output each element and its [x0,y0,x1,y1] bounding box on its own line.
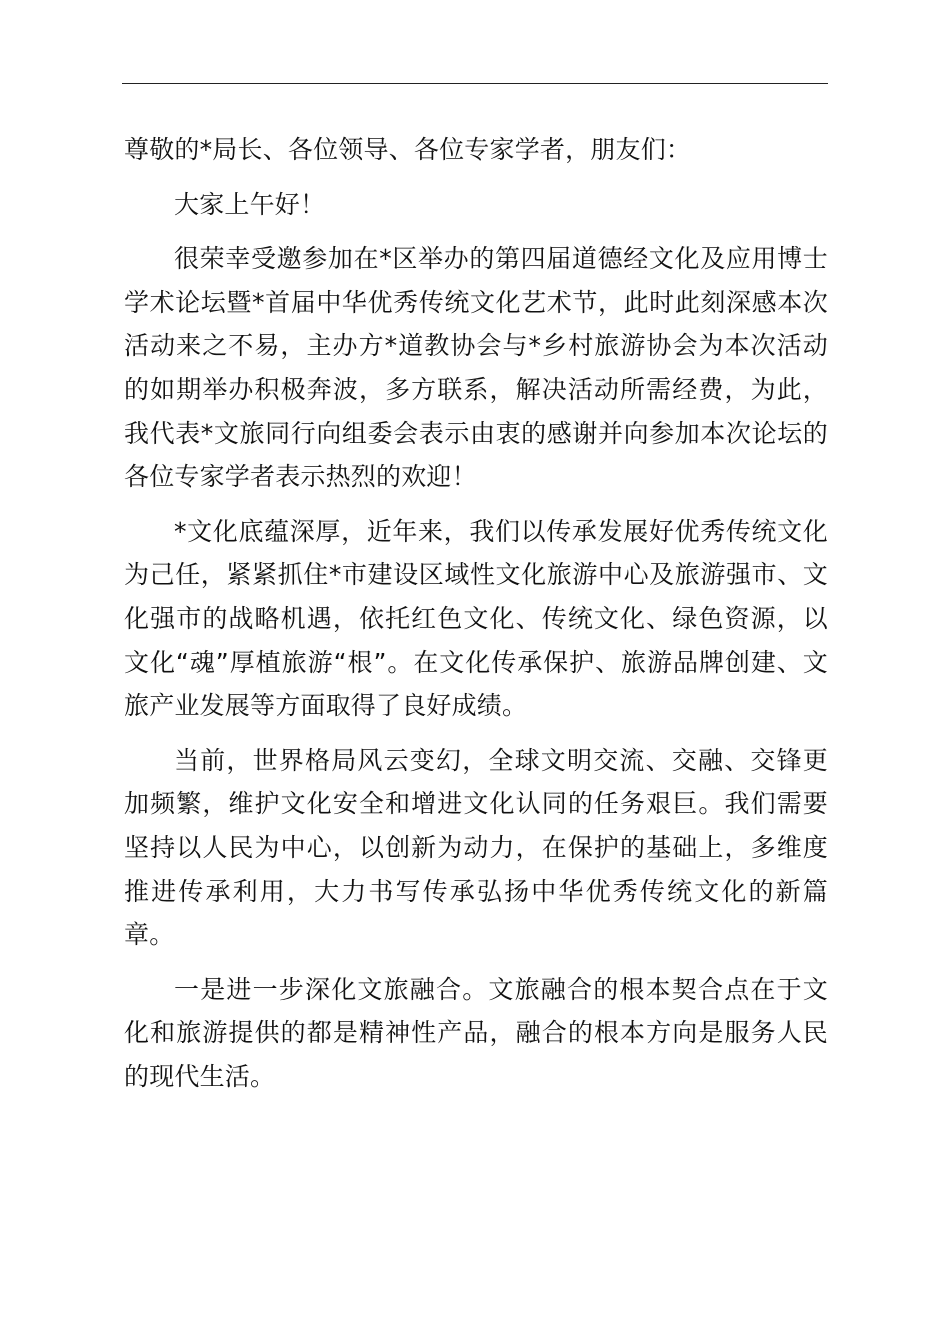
header-rule [122,83,828,84]
greeting: 大家上午好！ [174,189,326,219]
paragraph-3: 当前，世界格局风云变幻，全球文明交流、交融、交锋更加频繁，维护文化安全和增进文化认同的任务艰巨。我们需要坚持以人民为中心，以创新为动力，在保护的基础上，多维度推进传承利用，大力书写传承弘扬中华优秀传统文化的新篇章。 [124,745,828,950]
paragraph-1: 很荣幸受邀参加在*区举办的第四届道德经文化及应用博士学术论坛暨*首届中华优秀传统文化艺术节，此时此刻深感本次活动来之不易，主办方*道教协会与*乡村旅游协会为本次活动的如期举办积极奔波，多方联系，解决活动所需经费，为此，我代表*文旅同行向组委会表示由衷的感谢并向参加本次论坛的各位专家学者表示热烈的欢迎！ [124,244,828,492]
paragraph-2: *文化底蕴深厚，近年来，我们以传承发展好优秀传统文化为己任，紧紧抓住*市建设区域性文化旅游中心及旅游强市、文化强市的战略机遇，依托红色文化、传统文化、绿色资源，以文化“魂”厚植旅游“根”。在文化传承保护、旅游品牌创建、文旅产业发展等方面取得了良好成绩。 [124,516,828,721]
salutation: 尊敬的*局长、各位领导、各位专家学者，朋友们： [124,135,692,164]
paragraph-4: 一是进一步深化文旅融合。文旅融合的根本契合点在于文化和旅游提供的都是精神性产品，融合的根本方向是服务人民的现代生活。 [124,974,828,1091]
document-body [124,128,828,1109]
